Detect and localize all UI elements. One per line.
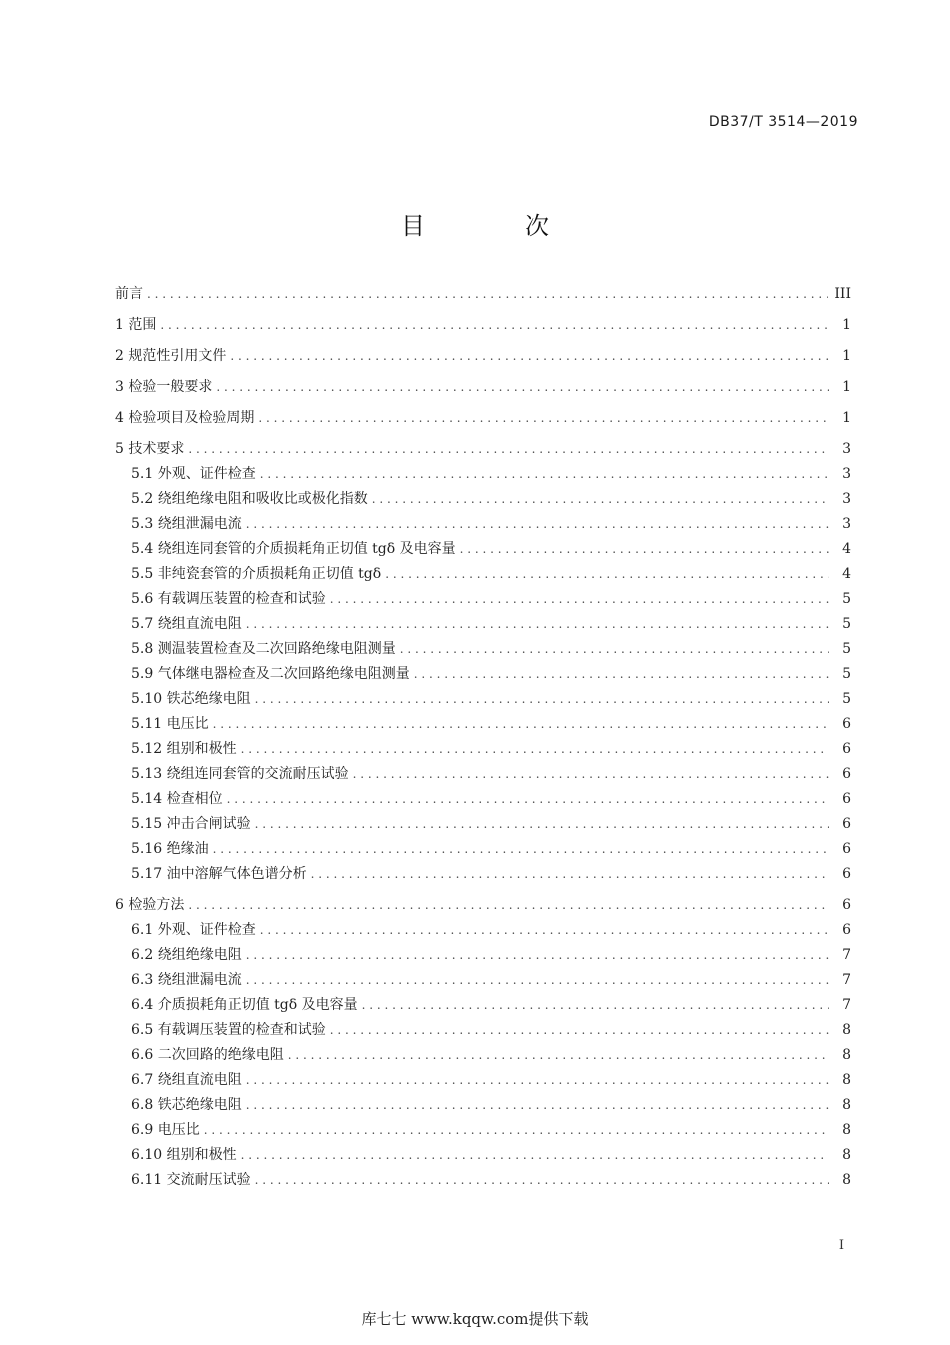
- toc-entry-label: 5.6 有载调压装置的检查和试验: [131, 591, 326, 607]
- toc-entry-label: 6.8 铁芯绝缘电阻: [131, 1097, 242, 1113]
- toc-dot-leader: [330, 1021, 829, 1039]
- toc-entry[interactable]: [115, 540, 851, 558]
- toc-entry-page: 3: [842, 466, 851, 482]
- toc-entry-page: 8: [842, 1022, 851, 1038]
- toc-entry-label: 5.3 绕组泄漏电流: [131, 516, 242, 532]
- toc-entry[interactable]: [115, 1121, 851, 1139]
- toc-dot-leader: [204, 1121, 829, 1139]
- toc-entry-page: 8: [842, 1172, 851, 1188]
- toc-entry[interactable]: [115, 865, 851, 883]
- table-of-contents: [115, 285, 851, 1189]
- toc-entry-page: 5: [842, 666, 851, 682]
- toc-dot-leader: [385, 565, 829, 583]
- toc-entry-label: 前言: [115, 286, 143, 302]
- toc-entry-label: 5.11 电压比: [131, 716, 209, 732]
- toc-dot-leader: [188, 896, 829, 914]
- toc-entry-label: 2 规范性引用文件: [115, 348, 227, 364]
- toc-entry-label: 4 检验项目及检验周期: [115, 410, 255, 426]
- toc-entry[interactable]: [115, 409, 851, 427]
- toc-dot-leader: [246, 946, 829, 964]
- toc-entry[interactable]: [115, 690, 851, 708]
- toc-dot-leader: [246, 1096, 829, 1114]
- toc-entry-page: 6: [842, 741, 851, 757]
- toc-entry-page: 6: [842, 897, 851, 913]
- toc-entry-page: 8: [842, 1147, 851, 1163]
- toc-entry[interactable]: [115, 946, 851, 964]
- toc-entry-page: 8: [842, 1097, 851, 1113]
- toc-entry-page: 6: [842, 922, 851, 938]
- toc-entry-label: 6.4 介质损耗角正切值 tgδ 及电容量: [131, 997, 358, 1013]
- toc-dot-leader: [288, 1046, 829, 1064]
- toc-entry[interactable]: [115, 285, 851, 303]
- toc-entry-page: 7: [842, 947, 851, 963]
- toc-entry-page: 1: [842, 410, 851, 426]
- toc-dot-leader: [241, 1146, 829, 1164]
- toc-entry-page: 5: [842, 616, 851, 632]
- toc-dot-leader: [258, 409, 829, 427]
- toc-entry[interactable]: [115, 590, 851, 608]
- toc-dot-leader: [372, 490, 829, 508]
- toc-entry[interactable]: [115, 1146, 851, 1164]
- toc-entry[interactable]: [115, 996, 851, 1014]
- toc-entry-label: 5.2 绕组绝缘电阻和吸收比或极化指数: [131, 491, 368, 507]
- toc-entry-label: 6.1 外观、证件检查: [131, 922, 256, 938]
- toc-entry-label: 1 范围: [115, 317, 157, 333]
- toc-entry[interactable]: [115, 615, 851, 633]
- toc-entry-page: 6: [842, 841, 851, 857]
- toc-entry-label: 5.16 绝缘油: [131, 841, 209, 857]
- toc-entry-page: 3: [842, 441, 851, 457]
- toc-entry-label: 5 技术要求: [115, 441, 185, 457]
- toc-entry-label: 5.13 绕组连同套管的交流耐压试验: [131, 766, 349, 782]
- toc-entry-page: 8: [842, 1122, 851, 1138]
- toc-entry-label: 5.7 绕组直流电阻: [131, 616, 242, 632]
- toc-dot-leader: [255, 1171, 829, 1189]
- toc-entry-page: III: [834, 286, 851, 302]
- toc-entry-page: 1: [842, 317, 851, 333]
- toc-entry[interactable]: [115, 565, 851, 583]
- toc-dot-leader: [147, 285, 828, 303]
- toc-entry-label: 5.4 绕组连同套管的介质损耗角正切值 tgδ 及电容量: [131, 541, 456, 557]
- toc-entry-label: 5.14 检查相位: [131, 791, 223, 807]
- toc-dot-leader: [213, 715, 829, 733]
- toc-entry-label: 5.15 冲击合闸试验: [131, 816, 251, 832]
- toc-dot-leader: [260, 465, 829, 483]
- toc-dot-leader: [353, 765, 829, 783]
- toc-entry[interactable]: [115, 1096, 851, 1114]
- toc-dot-leader: [311, 865, 829, 883]
- toc-dot-leader: [230, 347, 829, 365]
- toc-entry-page: 8: [842, 1047, 851, 1063]
- toc-dot-leader: [362, 996, 829, 1014]
- toc-entry-page: 6: [842, 766, 851, 782]
- toc-entry[interactable]: [115, 347, 851, 365]
- toc-entry[interactable]: [115, 378, 851, 396]
- footer-watermark: 库七七 www.kqqw.com提供下载: [361, 1310, 589, 1328]
- toc-entry-label: 5.10 铁芯绝缘电阻: [131, 691, 251, 707]
- toc-dot-leader: [160, 316, 829, 334]
- toc-entry-page: 6: [842, 866, 851, 882]
- toc-entry-label: 6.11 交流耐压试验: [131, 1172, 251, 1188]
- toc-dot-leader: [260, 921, 829, 939]
- toc-entry-page: 5: [842, 691, 851, 707]
- toc-entry-label: 5.5 非纯瓷套管的介质损耗角正切值 tgδ: [131, 566, 382, 582]
- toc-entry[interactable]: [115, 765, 851, 783]
- toc-entry[interactable]: [115, 665, 851, 683]
- toc-entry[interactable]: [115, 1071, 851, 1089]
- toc-dot-leader: [255, 815, 829, 833]
- toc-dot-leader: [414, 665, 829, 683]
- toc-dot-leader: [188, 440, 829, 458]
- toc-entry-label: 6.9 电压比: [131, 1122, 200, 1138]
- toc-entry-label: 6 检验方法: [115, 897, 185, 913]
- toc-dot-leader: [460, 540, 829, 558]
- toc-entry[interactable]: [115, 1046, 851, 1064]
- toc-dot-leader: [255, 690, 829, 708]
- toc-entry-label: 6.2 绕组绝缘电阻: [131, 947, 242, 963]
- toc-entry[interactable]: [115, 790, 851, 808]
- toc-dot-leader: [246, 971, 829, 989]
- toc-entry-label: 5.12 组别和极性: [131, 741, 237, 757]
- standard-code-header: DB37/T 3514—2019: [708, 114, 858, 130]
- toc-entry[interactable]: [115, 316, 851, 334]
- toc-entry-page: 1: [842, 348, 851, 364]
- toc-dot-leader: [246, 615, 829, 633]
- toc-entry-page: 7: [842, 997, 851, 1013]
- toc-entry[interactable]: [115, 465, 851, 483]
- toc-entry[interactable]: [115, 640, 851, 658]
- toc-entry-page: 4: [842, 541, 851, 557]
- toc-entry-label: 6.6 二次回路的绝缘电阻: [131, 1047, 284, 1063]
- toc-dot-leader: [213, 840, 829, 858]
- toc-entry-page: 6: [842, 791, 851, 807]
- toc-entry-page: 8: [842, 1072, 851, 1088]
- toc-entry-label: 5.17 油中溶解气体色谱分析: [131, 866, 307, 882]
- page-number: I: [838, 1238, 844, 1253]
- toc-entry[interactable]: [115, 1021, 851, 1039]
- toc-entry-page: 5: [842, 591, 851, 607]
- toc-entry-label: 3 检验一般要求: [115, 379, 213, 395]
- toc-dot-leader: [246, 1071, 829, 1089]
- toc-title: 目 次: [401, 212, 587, 240]
- toc-entry-page: 3: [842, 491, 851, 507]
- toc-entry[interactable]: [115, 815, 851, 833]
- toc-entry[interactable]: [115, 971, 851, 989]
- toc-entry-label: 6.5 有载调压装置的检查和试验: [131, 1022, 326, 1038]
- toc-dot-leader: [246, 515, 829, 533]
- toc-entry-page: 6: [842, 816, 851, 832]
- toc-entry-page: 6: [842, 716, 851, 732]
- toc-entry-label: 6.10 组别和极性: [131, 1147, 237, 1163]
- toc-entry[interactable]: [115, 490, 851, 508]
- toc-entry-page: 7: [842, 972, 851, 988]
- toc-entry-page: 4: [842, 566, 851, 582]
- toc-entry[interactable]: [115, 515, 851, 533]
- toc-entry-page: 1: [842, 379, 851, 395]
- toc-entry[interactable]: [115, 840, 851, 858]
- toc-dot-leader: [330, 590, 829, 608]
- toc-dot-leader: [227, 790, 829, 808]
- toc-entry-label: 5.1 外观、证件检查: [131, 466, 256, 482]
- toc-entry-label: 6.3 绕组泄漏电流: [131, 972, 242, 988]
- toc-entry[interactable]: [115, 440, 851, 458]
- toc-entry[interactable]: [115, 896, 851, 914]
- toc-dot-leader: [216, 378, 829, 396]
- toc-entry[interactable]: [115, 740, 851, 758]
- toc-entry[interactable]: [115, 921, 851, 939]
- toc-entry-page: 3: [842, 516, 851, 532]
- toc-dot-leader: [241, 740, 829, 758]
- toc-dot-leader: [400, 640, 829, 658]
- toc-entry-page: 5: [842, 641, 851, 657]
- toc-entry-label: 5.9 气体继电器检查及二次回路绝缘电阻测量: [131, 666, 410, 682]
- toc-entry[interactable]: [115, 715, 851, 733]
- toc-entry-label: 6.7 绕组直流电阻: [131, 1072, 242, 1088]
- toc-entry[interactable]: [115, 1171, 851, 1189]
- toc-entry-label: 5.8 测温装置检查及二次回路绝缘电阻测量: [131, 641, 396, 657]
